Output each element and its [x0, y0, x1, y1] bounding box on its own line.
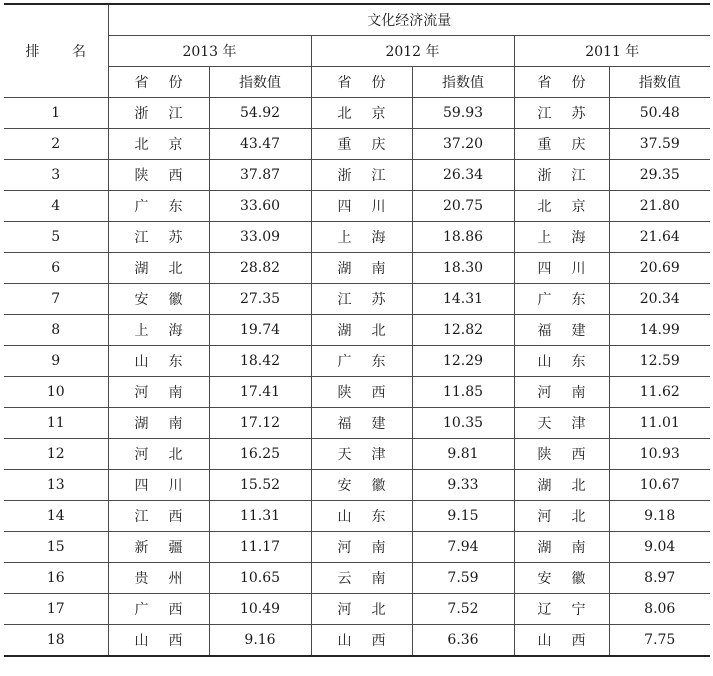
index-value-cell: 7.59 [412, 563, 514, 594]
index-value-cell: 29.35 [609, 160, 710, 191]
province-cell: 四川 [311, 191, 412, 222]
index-value-cell: 10.49 [209, 594, 311, 625]
index-header: 指数值 [209, 67, 311, 98]
province-cell: 山东 [108, 346, 209, 377]
index-value-cell: 33.09 [209, 222, 311, 253]
rank-header: 排 名 [4, 4, 108, 98]
index-value-cell: 9.04 [609, 532, 710, 563]
province-cell: 江苏 [108, 222, 209, 253]
province-header: 省份 [514, 67, 609, 98]
table-header [4, 4, 710, 98]
rank-cell: 18 [4, 625, 108, 657]
rank-cell: 16 [4, 563, 108, 594]
province-cell: 新疆 [108, 532, 209, 563]
index-value-cell: 11.17 [209, 532, 311, 563]
province-cell: 广东 [108, 191, 209, 222]
index-value-cell: 33.60 [209, 191, 311, 222]
table-row [4, 439, 710, 470]
rank-cell: 7 [4, 284, 108, 315]
province-cell: 浙江 [108, 98, 209, 129]
index-value-cell: 50.48 [609, 98, 710, 129]
province-cell: 天津 [514, 408, 609, 439]
province-cell: 北京 [514, 191, 609, 222]
table-row [4, 625, 710, 657]
province-cell: 湖北 [311, 315, 412, 346]
province-cell: 四川 [514, 253, 609, 284]
table-body [4, 98, 710, 657]
rank-cell: 10 [4, 377, 108, 408]
province-cell: 湖南 [311, 253, 412, 284]
province-cell: 河北 [514, 501, 609, 532]
table-row [4, 470, 710, 501]
table-row [4, 563, 710, 594]
index-value-cell: 14.31 [412, 284, 514, 315]
province-cell: 河南 [108, 377, 209, 408]
rank-cell: 5 [4, 222, 108, 253]
province-cell: 湖北 [108, 253, 209, 284]
group-header: 文化经济流量 [108, 4, 710, 36]
province-cell: 辽宁 [514, 594, 609, 625]
province-cell: 福建 [311, 408, 412, 439]
province-cell: 北京 [311, 98, 412, 129]
rank-cell: 1 [4, 98, 108, 129]
table-row [4, 98, 710, 129]
province-cell: 北京 [108, 129, 209, 160]
index-value-cell: 18.42 [209, 346, 311, 377]
province-cell: 山西 [311, 625, 412, 657]
rank-cell: 11 [4, 408, 108, 439]
header-row-columns [4, 67, 710, 98]
province-cell: 湖南 [108, 408, 209, 439]
province-cell: 陕西 [514, 439, 609, 470]
province-cell: 天津 [311, 439, 412, 470]
province-cell: 河南 [311, 532, 412, 563]
table-row [4, 129, 710, 160]
province-cell: 山西 [108, 625, 209, 657]
index-value-cell: 9.33 [412, 470, 514, 501]
index-value-cell: 8.06 [609, 594, 710, 625]
index-value-cell: 7.75 [609, 625, 710, 657]
province-cell: 湖北 [514, 470, 609, 501]
rank-cell: 8 [4, 315, 108, 346]
index-value-cell: 10.65 [209, 563, 311, 594]
index-value-cell: 12.59 [609, 346, 710, 377]
index-value-cell: 54.92 [209, 98, 311, 129]
header-row-years [4, 36, 710, 67]
index-value-cell: 9.18 [609, 501, 710, 532]
index-value-cell: 18.86 [412, 222, 514, 253]
table-row [4, 532, 710, 563]
index-value-cell: 28.82 [209, 253, 311, 284]
index-value-cell: 20.75 [412, 191, 514, 222]
index-value-cell: 20.34 [609, 284, 710, 315]
index-value-cell: 15.52 [209, 470, 311, 501]
province-cell: 广东 [311, 346, 412, 377]
province-cell: 安徽 [108, 284, 209, 315]
table-row [4, 377, 710, 408]
table-row [4, 346, 710, 377]
rank-cell: 15 [4, 532, 108, 563]
index-value-cell: 18.30 [412, 253, 514, 284]
index-value-cell: 10.67 [609, 470, 710, 501]
table-row [4, 191, 710, 222]
province-cell: 湖南 [514, 532, 609, 563]
province-cell: 四川 [108, 470, 209, 501]
rank-cell: 13 [4, 470, 108, 501]
table-row [4, 501, 710, 532]
index-value-cell: 21.64 [609, 222, 710, 253]
province-cell: 上海 [514, 222, 609, 253]
table-row [4, 160, 710, 191]
province-cell: 河南 [514, 377, 609, 408]
index-value-cell: 21.80 [609, 191, 710, 222]
index-value-cell: 6.36 [412, 625, 514, 657]
year-header-2011: 2011 年 [514, 36, 710, 67]
rank-cell: 12 [4, 439, 108, 470]
index-value-cell: 7.52 [412, 594, 514, 625]
province-cell: 上海 [108, 315, 209, 346]
province-cell: 陕西 [311, 377, 412, 408]
province-cell: 山东 [311, 501, 412, 532]
ranking-table [4, 3, 710, 657]
rank-cell: 2 [4, 129, 108, 160]
table-row [4, 284, 710, 315]
index-value-cell: 7.94 [412, 532, 514, 563]
table-row [4, 408, 710, 439]
index-value-cell: 11.85 [412, 377, 514, 408]
province-cell: 山东 [514, 346, 609, 377]
year-header-2013: 2013 年 [108, 36, 311, 67]
index-value-cell: 11.31 [209, 501, 311, 532]
index-value-cell: 9.16 [209, 625, 311, 657]
rank-cell: 3 [4, 160, 108, 191]
rank-cell: 14 [4, 501, 108, 532]
province-cell: 重庆 [311, 129, 412, 160]
province-cell: 安徽 [311, 470, 412, 501]
index-value-cell: 20.69 [609, 253, 710, 284]
rank-cell: 4 [4, 191, 108, 222]
province-cell: 浙江 [311, 160, 412, 191]
index-value-cell: 11.01 [609, 408, 710, 439]
index-header: 指数值 [412, 67, 514, 98]
province-cell: 重庆 [514, 129, 609, 160]
province-cell: 广东 [514, 284, 609, 315]
province-cell: 江西 [108, 501, 209, 532]
table-row [4, 594, 710, 625]
index-value-cell: 11.62 [609, 377, 710, 408]
rank-cell: 17 [4, 594, 108, 625]
index-value-cell: 27.35 [209, 284, 311, 315]
province-cell: 福建 [514, 315, 609, 346]
province-cell: 浙江 [514, 160, 609, 191]
province-cell: 江苏 [514, 98, 609, 129]
index-value-cell: 16.25 [209, 439, 311, 470]
index-value-cell: 26.34 [412, 160, 514, 191]
province-cell: 上海 [311, 222, 412, 253]
index-value-cell: 9.81 [412, 439, 514, 470]
index-value-cell: 8.97 [609, 563, 710, 594]
index-value-cell: 10.93 [609, 439, 710, 470]
province-cell: 贵州 [108, 563, 209, 594]
index-value-cell: 10.35 [412, 408, 514, 439]
index-value-cell: 19.74 [209, 315, 311, 346]
province-cell: 陕西 [108, 160, 209, 191]
table-row [4, 315, 710, 346]
index-value-cell: 17.12 [209, 408, 311, 439]
index-value-cell: 14.99 [609, 315, 710, 346]
province-header: 省份 [108, 67, 209, 98]
index-value-cell: 12.29 [412, 346, 514, 377]
index-value-cell: 37.59 [609, 129, 710, 160]
year-header-2012: 2012 年 [311, 36, 514, 67]
province-cell: 河北 [108, 439, 209, 470]
index-value-cell: 17.41 [209, 377, 311, 408]
index-value-cell: 43.47 [209, 129, 311, 160]
header-row-group [4, 4, 710, 36]
province-cell: 江苏 [311, 284, 412, 315]
province-cell: 河北 [311, 594, 412, 625]
province-cell: 山西 [514, 625, 609, 657]
rank-cell: 9 [4, 346, 108, 377]
table-row [4, 253, 710, 284]
rank-cell: 6 [4, 253, 108, 284]
table-row [4, 222, 710, 253]
index-value-cell: 12.82 [412, 315, 514, 346]
index-value-cell: 59.93 [412, 98, 514, 129]
index-value-cell: 37.20 [412, 129, 514, 160]
index-value-cell: 9.15 [412, 501, 514, 532]
province-header: 省份 [311, 67, 412, 98]
index-header: 指数值 [609, 67, 710, 98]
index-value-cell: 37.87 [209, 160, 311, 191]
province-cell: 云南 [311, 563, 412, 594]
province-cell: 广西 [108, 594, 209, 625]
province-cell: 安徽 [514, 563, 609, 594]
